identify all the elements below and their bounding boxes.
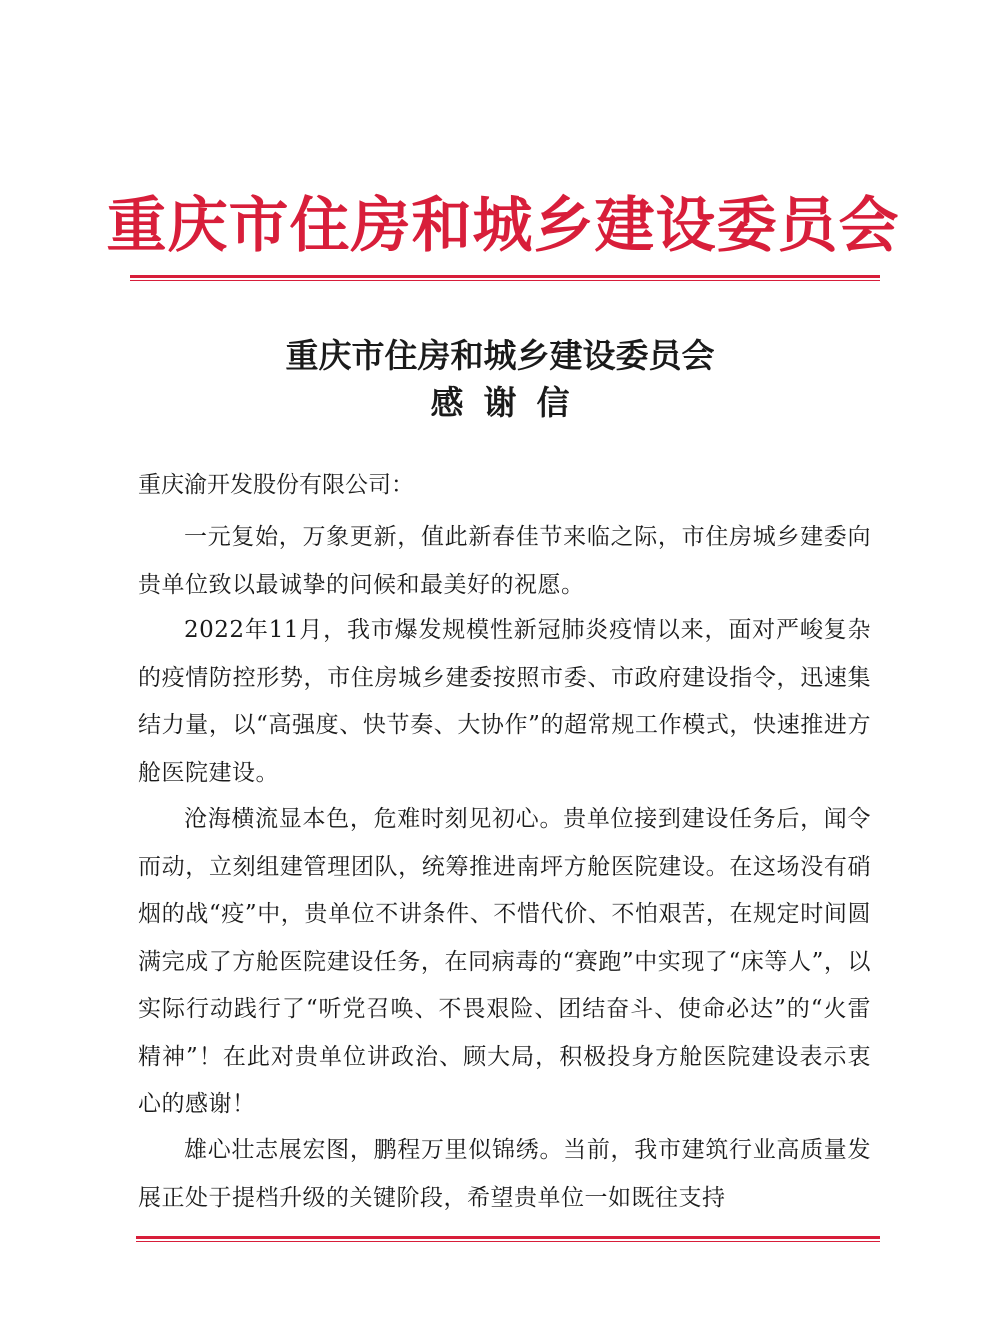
salutation: 重庆渝开发股份有限公司： — [138, 472, 414, 498]
paragraph-gratitude: 沧海横流显本色，危难时刻见初心。贵单位接到建设任务后，闻令而动，立刻组建管理团队，统筹推进南坪方舱医院建设。在这场没有硝烟的战“疫”中，贵单位不讲条件、不惜代价、不怕艰苦，在规定时间圆满完成了方舱医院建设任务，在同病毒的“赛跑”中实现了“床等人”，以实际行动践行了“听党召唤、不畏艰险、团结奋斗、使命必达”的“火雷精神”！在此对贵单位讲政治、顾大局，积极投身方舱医院建设表示衷心的感谢！ — [138, 806, 871, 1117]
document-subtitle: 感谢信 — [430, 383, 590, 422]
paragraph-greeting: 一元复始，万象更新，值此新春佳节来临之际，市住房城乡建委向贵单位致以最诚挚的问候和最美好的祝愿。 — [138, 524, 871, 598]
paragraph-background: 2022年11月，我市爆发规模性新冠肺炎疫情以来，面对严峻复杂的疫情防控形势，市住房城乡建委按照市委、市政府建设指令，迅速集结力量，以“高强度、快节奏、大协作”的超常规工作模式，快速推进方舱医院建设。 — [138, 617, 871, 786]
letterhead-title: 重庆市住房和城乡建设委员会 — [106, 191, 900, 261]
footer-rule — [136, 1236, 880, 1239]
paragraph-outlook: 雄心壮志展宏图，鹏程万里似锦绣。当前，我市建筑行业高质量发展正处于提档升级的关键阶段，希望贵单位一如既往支持 — [138, 1137, 871, 1211]
letterhead-rule — [130, 275, 880, 278]
document-title: 重庆市住房和城乡建设委员会 — [285, 336, 715, 375]
